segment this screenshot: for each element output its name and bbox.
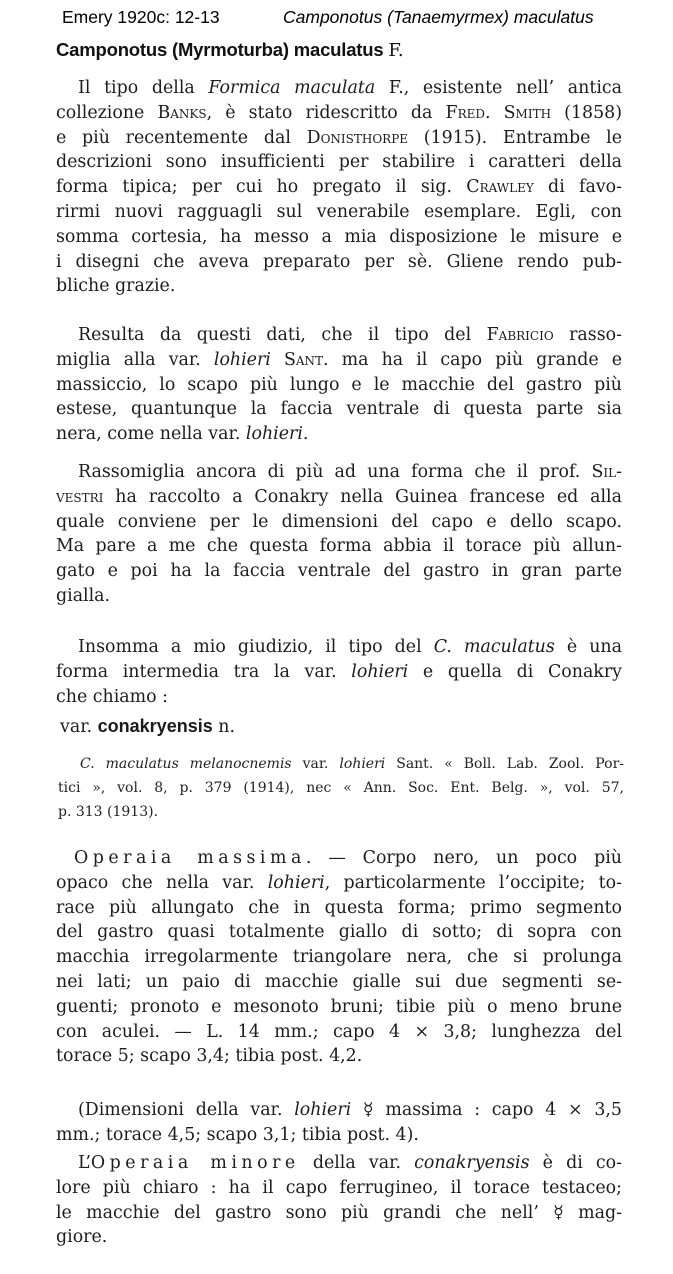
page-header bbox=[62, 7, 662, 31]
text-line: le macchie del gastro sono più grandi che nell’ ☿ mag- bbox=[56, 1202, 622, 1223]
taxon-name: Camponotus (Tanaemyrmex) maculatus bbox=[283, 7, 594, 27]
text-line: L’Operaia minore della var. conakryensis è di co- bbox=[78, 1153, 622, 1173]
text-line: descrizioni sono insufficienti per stabilire i caratteri della bbox=[56, 152, 622, 173]
text-line: che chiamo : bbox=[56, 686, 168, 707]
text-line: collezione Banks, è stato ridescritto da Fred. Smith (1858) bbox=[56, 102, 623, 123]
text-line: i disegni che aveva preparato per sè. Gliene rendo pub- bbox=[56, 251, 622, 272]
text-line: bliche grazie. bbox=[56, 276, 176, 297]
text-line: rirmi nuovi ragguagli sul venerabile esemplare. Egli, con bbox=[56, 201, 622, 222]
paragraph-6 bbox=[56, 1098, 622, 1148]
text-line: Rassomiglia ancora di più ad una forma che il prof. Sil- bbox=[78, 462, 622, 482]
species-heading bbox=[56, 39, 403, 61]
text-line: Insomma a mio giudizio, il tipo del C. maculatus è una bbox=[78, 637, 622, 657]
paragraph-1 bbox=[56, 76, 622, 299]
text-line: estese, quantunque la faccia ventrale di questa parte sia bbox=[56, 399, 622, 420]
citation: Emery 1920c: 12-13 bbox=[62, 7, 220, 27]
text-line: Resulta da questi dati, che il tipo del Fabricio rasso- bbox=[78, 325, 623, 345]
paragraph-3 bbox=[56, 460, 622, 609]
text-line: Operaia massima. — Corpo nero, un poco più bbox=[74, 848, 622, 868]
text-line: del gastro quasi totalmente giallo di sotto; di sopra con bbox=[56, 922, 622, 943]
text-line: race più allungato che in questa forma; primo segmento bbox=[56, 897, 622, 918]
text-line: giore. bbox=[56, 1227, 108, 1248]
species-name: Camponotus (Myrmoturba) maculatus bbox=[56, 39, 384, 60]
text-line: C. maculatus melanocnemis var. lohieri Sant. « Boll. Lab. Zool. Por- bbox=[80, 756, 624, 772]
synonymy-note bbox=[58, 752, 624, 824]
text-line: torace 5; scapo 3,4; tibia post. 4,2. bbox=[56, 1046, 363, 1067]
text-line: (Dimensioni della var. lohieri ☿ massima : capo 4 ⨯ 3,5 bbox=[78, 1100, 622, 1120]
text-line: gialla. bbox=[56, 585, 111, 606]
variety-prefix: var. bbox=[60, 717, 93, 737]
paragraph-5 bbox=[56, 846, 622, 1069]
text-line: Ma pare a me che questa forma abbia il torace più allun- bbox=[56, 536, 622, 557]
text-line: tici », vol. 8, p. 379 (1914), nec « Ann. Soc. Ent. Belg. », vol. 57, bbox=[58, 780, 624, 796]
text-line: guenti; pronoto e mesonoto bruni; tibie più o meno brune bbox=[56, 996, 622, 1017]
paragraph-7 bbox=[56, 1151, 622, 1250]
text-line: somma cortesia, ha messo a mia disposizione le misure e bbox=[56, 226, 622, 247]
text-line: e più recentemente dal Donisthorpe (1915). Entrambe le bbox=[56, 127, 622, 148]
paragraph-2 bbox=[56, 323, 622, 447]
text-line: opaco che nella var. lohieri, particolarmente l’occipite; to- bbox=[56, 872, 622, 893]
text-line: miglia alla var. lohieri Sant. ma ha il capo più grande e bbox=[56, 349, 622, 370]
text-line: vestri ha raccolto a Conakry nella Guinea francese ed alla bbox=[56, 486, 622, 507]
text-line: gato e poi ha la faccia ventrale del gastro in gran parte bbox=[56, 561, 622, 582]
variety-heading bbox=[60, 716, 235, 737]
text-line: Il tipo della Formica maculata F., esistente nell’ antica bbox=[78, 78, 622, 98]
text-line: forma tipica; per cui ho pregato il sig. Crawley di favo- bbox=[56, 177, 622, 198]
text-line: macchia irregolarmente triangolare nera, che si prolunga bbox=[56, 947, 622, 968]
text-line: p. 313 (1913). bbox=[58, 804, 159, 820]
text-line: nei lati; un paio di macchie gialle sui due segmenti se- bbox=[56, 971, 622, 992]
text-line: quale conviene per le dimensioni del capo e dello scapo. bbox=[56, 511, 622, 532]
species-author: F. bbox=[388, 40, 404, 61]
text-line: massiccio, lo scapo più lungo e le macchie del gastro più bbox=[56, 374, 622, 395]
variety-name: conakryensis bbox=[97, 716, 213, 736]
text-line: lore più chiaro : ha il capo ferrugineo, il torace testaceo; bbox=[56, 1177, 622, 1198]
paragraph-4 bbox=[56, 635, 622, 709]
text-line: nera, come nella var. lohieri. bbox=[56, 424, 309, 445]
text-line: mm.; torace 4,5; scapo 3,1; tibia post. 4). bbox=[56, 1124, 419, 1145]
variety-suffix: n. bbox=[218, 717, 235, 737]
text-line: forma intermedia tra la var. lohieri e quella di Conakry bbox=[56, 661, 622, 682]
text-line: con aculei. — L. 14 mm.; capo 4 ⨯ 3,8; lunghezza del bbox=[56, 1021, 622, 1042]
